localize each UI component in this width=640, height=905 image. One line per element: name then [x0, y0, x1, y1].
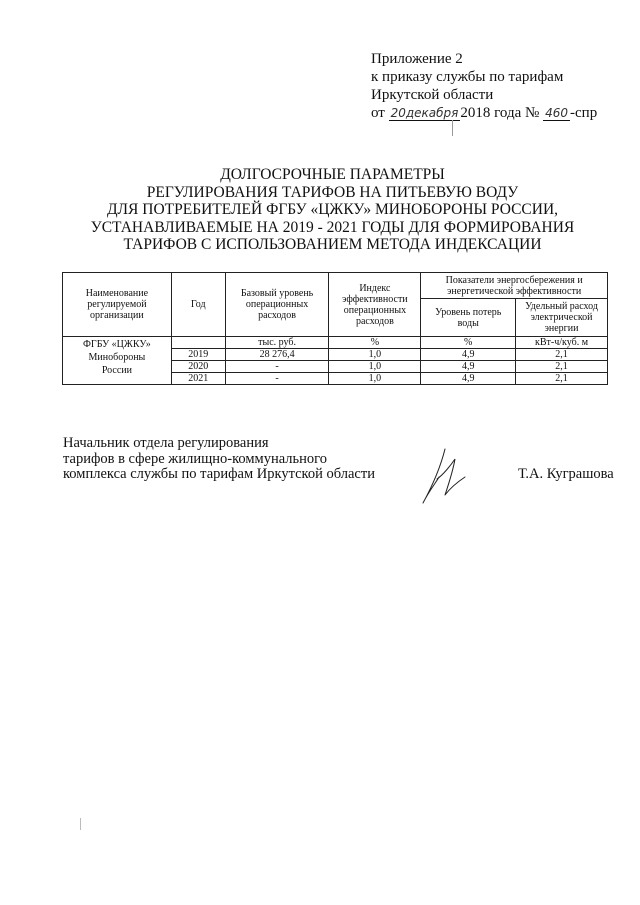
org-line: России [101, 365, 132, 376]
order-number-suffix: -спр [570, 105, 598, 121]
header-org: Наименование регулируемой организации [63, 273, 172, 337]
order-number-handwritten: 460 [545, 106, 569, 120]
unit-base: тыс. руб. [225, 337, 329, 349]
specific-cell: 2,1 [516, 373, 608, 385]
base-cell: - [225, 361, 329, 373]
header-energy-group: Показатели энергосбережения и энергетической эффективности [421, 273, 608, 299]
unit-specific: кВт-ч/куб. м [516, 337, 608, 349]
scan-mark [452, 120, 453, 136]
position-line: Начальник отдела регулирования [63, 435, 269, 451]
position-line: тарифов в сфере жилищно-коммунального [63, 450, 327, 467]
date-prefix: от [371, 105, 385, 121]
index-cell: 1,0 [329, 373, 421, 385]
date-suffix: 2018 года № [460, 105, 540, 121]
date-handwritten: 20декабря [390, 106, 459, 120]
appendix-title: Приложение 2 [371, 51, 463, 67]
signatory-position [63, 436, 375, 483]
position-line: комплекса службы по тарифам Иркутской области [63, 466, 375, 482]
year-cell: 2019 [171, 349, 225, 361]
base-cell: - [225, 373, 329, 385]
losses-cell: 4,9 [421, 373, 516, 385]
base-cell: 28 276,4 [225, 349, 329, 361]
losses-cell: 4,9 [421, 349, 516, 361]
appendix-block [371, 50, 597, 122]
appendix-order-line: к приказу службы по тарифам [371, 69, 564, 85]
title-line: ДОЛГОСРОЧНЫЕ ПАРАМЕТРЫ [220, 166, 445, 183]
header-year: Год [171, 273, 225, 337]
year-cell: 2020 [171, 361, 225, 373]
unit-index: % [329, 337, 421, 349]
title-line: ДЛЯ ПОТРЕБИТЕЛЕЙ ФГБУ «ЦЖКУ» МИНОБОРОНЫ РОССИИ, [106, 201, 559, 218]
losses-cell: 4,9 [421, 361, 516, 373]
document-title [60, 166, 605, 254]
specific-cell: 2,1 [516, 361, 608, 373]
scan-mark [80, 818, 81, 830]
header-specific-consumption: Удельный расход электрической энергии [516, 299, 608, 337]
parameters-table [62, 272, 608, 385]
org-name-cell [63, 337, 172, 385]
year-cell: 2021 [171, 373, 225, 385]
appendix-date-line [371, 104, 597, 122]
header-water-losses: Уровень потерь воды [421, 299, 516, 337]
title-line: РЕГУЛИРОВАНИЯ ТАРИФОВ НА ПИТЬЕВУЮ ВОДУ [146, 183, 519, 201]
org-line: Минобороны [88, 352, 146, 363]
header-efficiency-index: Индекс эффективности операционных расходов [329, 273, 421, 337]
header-base-level: Базовый уровень операционных расходов [225, 273, 329, 337]
title-line: ТАРИФОВ С ИСПОЛЬЗОВАНИЕМ МЕТОДА ИНДЕКСАЦИИ [123, 236, 542, 253]
unit-year-empty [171, 337, 225, 349]
unit-losses: % [421, 337, 516, 349]
index-cell: 1,0 [329, 349, 421, 361]
appendix-region-line: Иркутской области [371, 87, 494, 103]
org-line: ФГБУ «ЦЖКУ» [83, 339, 151, 350]
index-cell: 1,0 [329, 361, 421, 373]
specific-cell: 2,1 [516, 349, 608, 361]
signatory-name: Т.А. Куграшова [518, 466, 614, 482]
title-line: УСТАНАВЛИВАЕМЫЕ НА 2019 - 2021 ГОДЫ ДЛЯ ФОРМИРОВАНИЯ [90, 218, 575, 236]
handwritten-signature [415, 447, 475, 509]
